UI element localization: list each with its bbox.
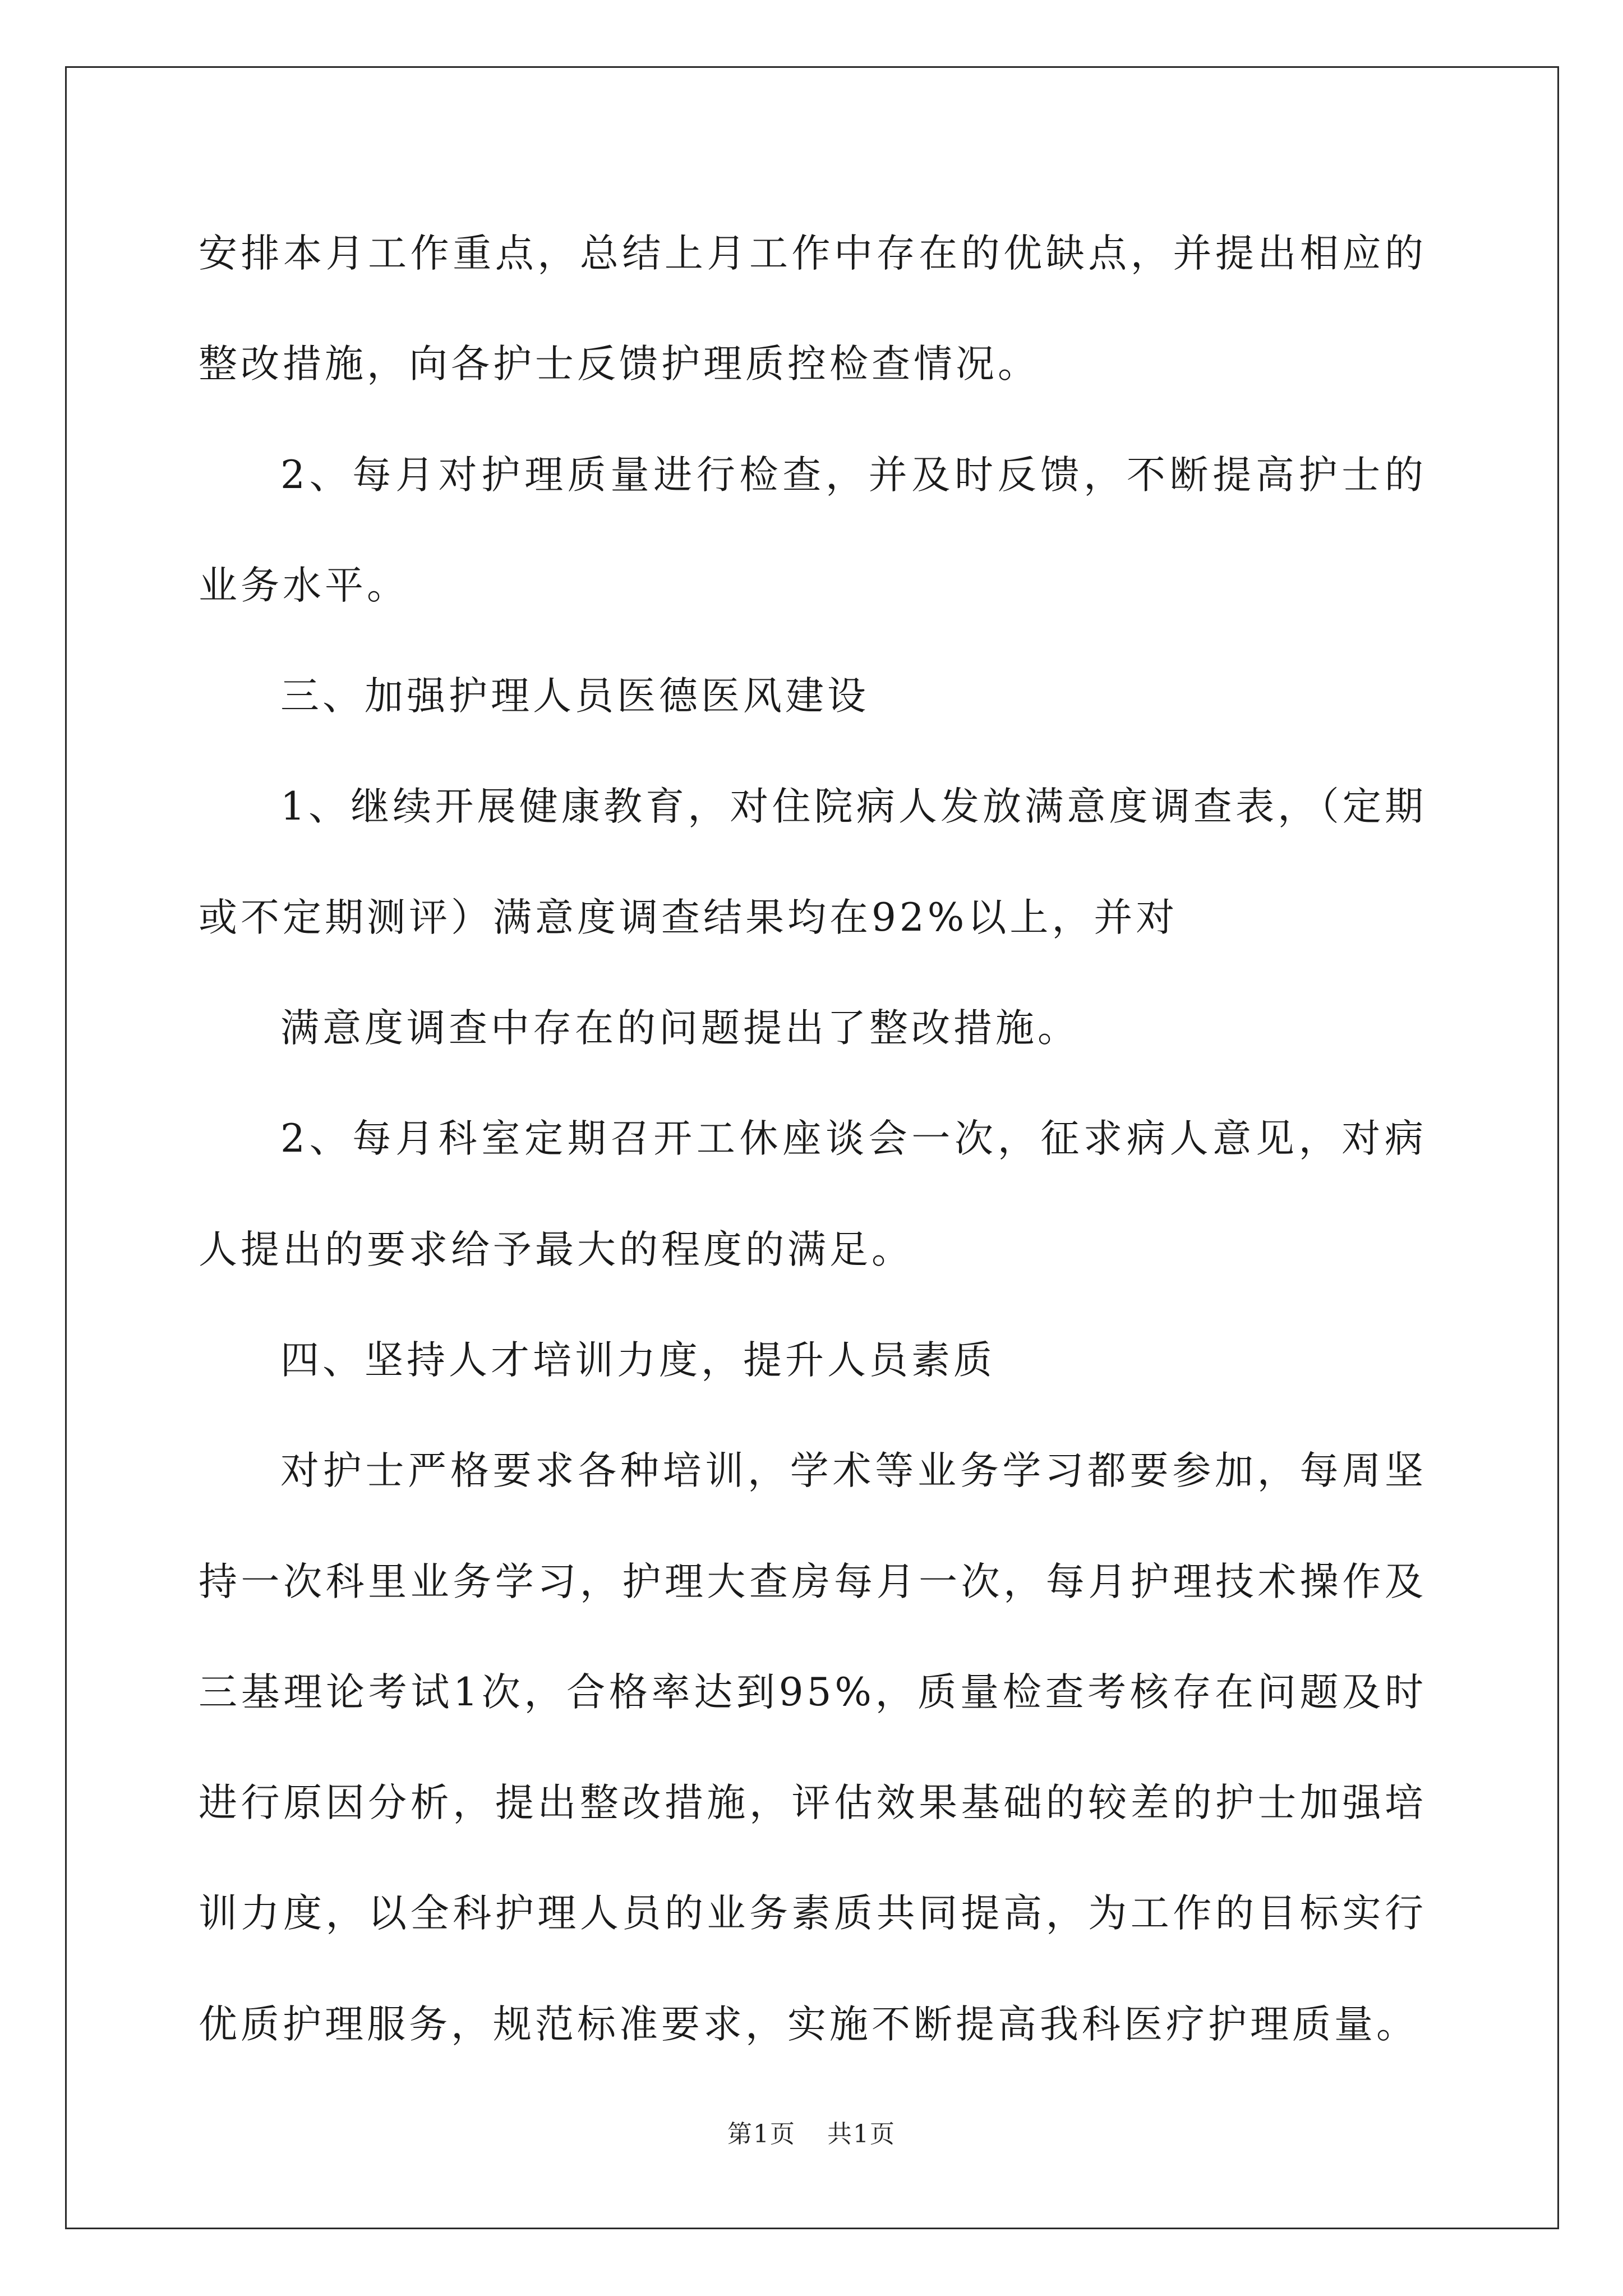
paragraph: 满意度调查中存在的问题提出了整改措施。 xyxy=(280,1006,1080,1051)
paragraph: 2、每月对护理质量进行检查，并及时反馈，不断提高护士的业务水平。 xyxy=(199,452,1427,608)
paragraph: 1、继续开展健康教育，对住院病人发放满意度调查表，（定期或不定期测评）满意度调查结果均在92%以上，并对 xyxy=(199,784,1427,940)
paragraph: 2、每月科室定期召开工休座谈会一次，征求病人意见，对病人提出的要求给予最大的程度的满足。 xyxy=(199,1116,1427,1272)
section-heading: 四、坚持人才培训力度，提升人员素质 xyxy=(280,1337,995,1383)
page-total: 共1页 xyxy=(827,2120,896,2148)
page-number: 第1页 xyxy=(727,2120,796,2148)
paragraph: 安排本月工作重点，总结上月工作中存在的优缺点，并提出相应的整改措施，向各护士反馈护理质控检查情况。 xyxy=(199,231,1427,387)
document-body xyxy=(199,199,1427,2080)
paragraph: 对护士严格要求各种培训，学术等业务学习都要参加，每周坚持一次科里业务学习，护理大查房每月一次，每月护理技术操作及三基理论考试1次，合格率达到95%，质量检查考核存在问题及时进行原因分析，提出整改措施，评估效果基础的较差的护士加强培训力度，以全科护理人员的业务素质共同提高，为工作的目标实行优质护理服务，规范标准要求，实施不断提高我科医疗护理质量。 xyxy=(199,1448,1427,2047)
section-heading: 三、加强护理人员医德医风建设 xyxy=(280,674,869,719)
page-footer xyxy=(0,2118,1623,2151)
